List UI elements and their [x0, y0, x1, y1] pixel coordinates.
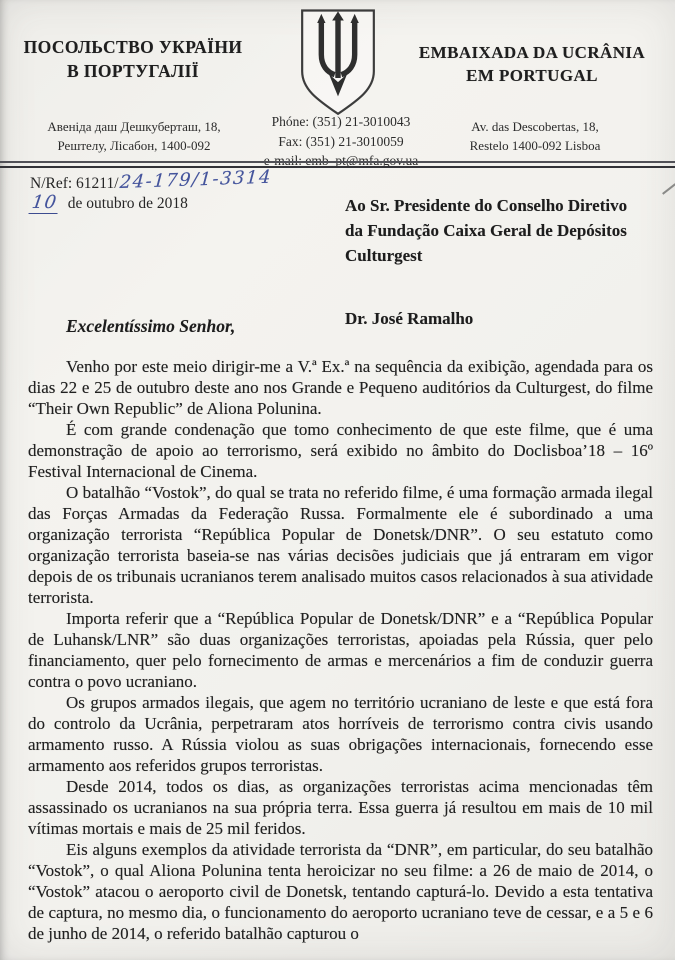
salutation: Excelentíssimo Senhor,	[66, 316, 236, 336]
header-divider-double-rule	[0, 161, 675, 168]
embassy-name-uk-line2: В ПОРТУГАЛІЇ	[66, 60, 200, 81]
recipient-line1: Ao Sr. Presidente do Conselho Diretivo	[345, 196, 628, 215]
address-pt-line2: Restelo 1400-092 Lisboa	[469, 137, 601, 153]
address-uk-line2: Рештелу, Лісабон, 1400-092	[57, 137, 211, 153]
fax-line: Fax: (351) 21-3010059	[278, 133, 404, 149]
date-day-handwritten: 10	[28, 192, 60, 214]
paragraph-4: Importa referir que a “República Popular de Donetsk/DNR” e a “República Popular de Luhansk/LNR” são duas organizações terroristas, apoiadas pela Rússia, quer pelo financiamento, quer pelo fornecimento de armas e mercenários a fim de conduzir guerra contra o povo ucraniano.	[28, 609, 653, 691]
paragraph-7: Eis alguns exemplos da atividade terrorista da “DNR”, em particular, do seu batalhão “Vostok”, o qual Aliona Polunina tenta heroicizar no seu filme: a 26 de maio de 2014, o “Vostok” atacou o aeroporto civil de Donetsk, tentando capturá-lo. Devido a esta tentativa de captura, no mesmo dia, o funcionamento do aeroporto ucraniano teve de cessar, e a 5 e 6 de junho de 2014, o referido batalhão capturou o	[28, 840, 653, 943]
paragraph-1: Venho por este meio dirigir-me a V.ª Ex.ª na sequência da exibição, agendada para os dias 22 e 25 de outubro deste ano nos Grande e Pequeno auditórios da Culturgest, do filme “Their Own Republic” de Aliona Polunina.	[28, 357, 653, 418]
address-pt-line1: Av. das Descobertas, 18,	[471, 119, 599, 134]
recipient-line2: da Fundação Caixa Geral de Depósitos	[345, 221, 627, 240]
embassy-name-ukrainian	[14, 36, 252, 83]
recipient-name: Dr. José Ramalho	[345, 309, 474, 328]
embassy-name-portuguese	[404, 42, 660, 88]
recipient-line3: Culturgest	[345, 246, 423, 265]
date-line	[30, 192, 188, 214]
ukraine-trident-emblem-icon	[296, 8, 380, 118]
paragraph-3: O batalhão “Vostok”, do qual se trata no referido filme, é uma formação armada ilegal das Forças Armadas da Federação Russa. Formalmente ele é subordinado a uma organização terrorista “República Popular de Donetsk/DNR”. O seu estatuto como organização terrorista baseia-se nas várias decisões judiciais que já entraram em vigor depois de os tribunais ucranianos terem analisado muitos casos relacionados à sua atividade terrorista.	[28, 483, 653, 607]
paragraph-2: É com grande condenação que tomo conhecimento de que este filme, que é uma demonstração de apoio ao terrorismo, será exibido no âmbito do Doclisboa’18 – 16º Festival Internacional de Cinema.	[28, 420, 653, 481]
recipient-block	[345, 193, 665, 331]
email-label: e-mail:	[263, 153, 303, 169]
email-address: emb_pt@mfa.gov.ua	[305, 153, 419, 169]
paragraph-6: Desde 2014, todos os dias, as organizações terroristas acima mencionadas têm assassinado os ucranianos na sua própria terra. Essa guerra já resultou em mais de 10 mil vítimas mortais e mais de 25 mil feridos.	[28, 777, 653, 838]
embassy-name-uk-line1: ПОСОЛЬСТВО УКРАЇНИ	[23, 37, 243, 57]
phone-line: Phóne: (351) 21-3010043	[271, 114, 411, 129]
reference-label: N/Ref: 61211/	[30, 175, 119, 192]
embassy-name-pt-line1: EMBAIXADA DA UCRÂNIA	[418, 43, 646, 62]
letter-body	[28, 356, 653, 944]
reference-line	[30, 166, 273, 193]
date-printed: de outubro de 2018	[67, 195, 188, 212]
embassy-name-pt-line2: EM PORTUGAL	[466, 65, 598, 85]
address-portuguese	[430, 118, 640, 156]
address-ukrainian	[20, 118, 248, 156]
paragraph-5: Os grupos armados ilegais, que agem no território ucraniano de leste e que está fora do controlo da Ucrânia, perpetraram atos horríveis de terrorismo contra civis usando armamento russo. A Rússia violou as suas obrigações internacionais, fornecendo esse armamento aos referidos grupos terroristas.	[28, 693, 653, 775]
reference-number-handwritten: 24-179/1-3314	[118, 166, 273, 193]
address-uk-line1: Авеніда даш Дешкуберташ, 18,	[47, 119, 221, 134]
